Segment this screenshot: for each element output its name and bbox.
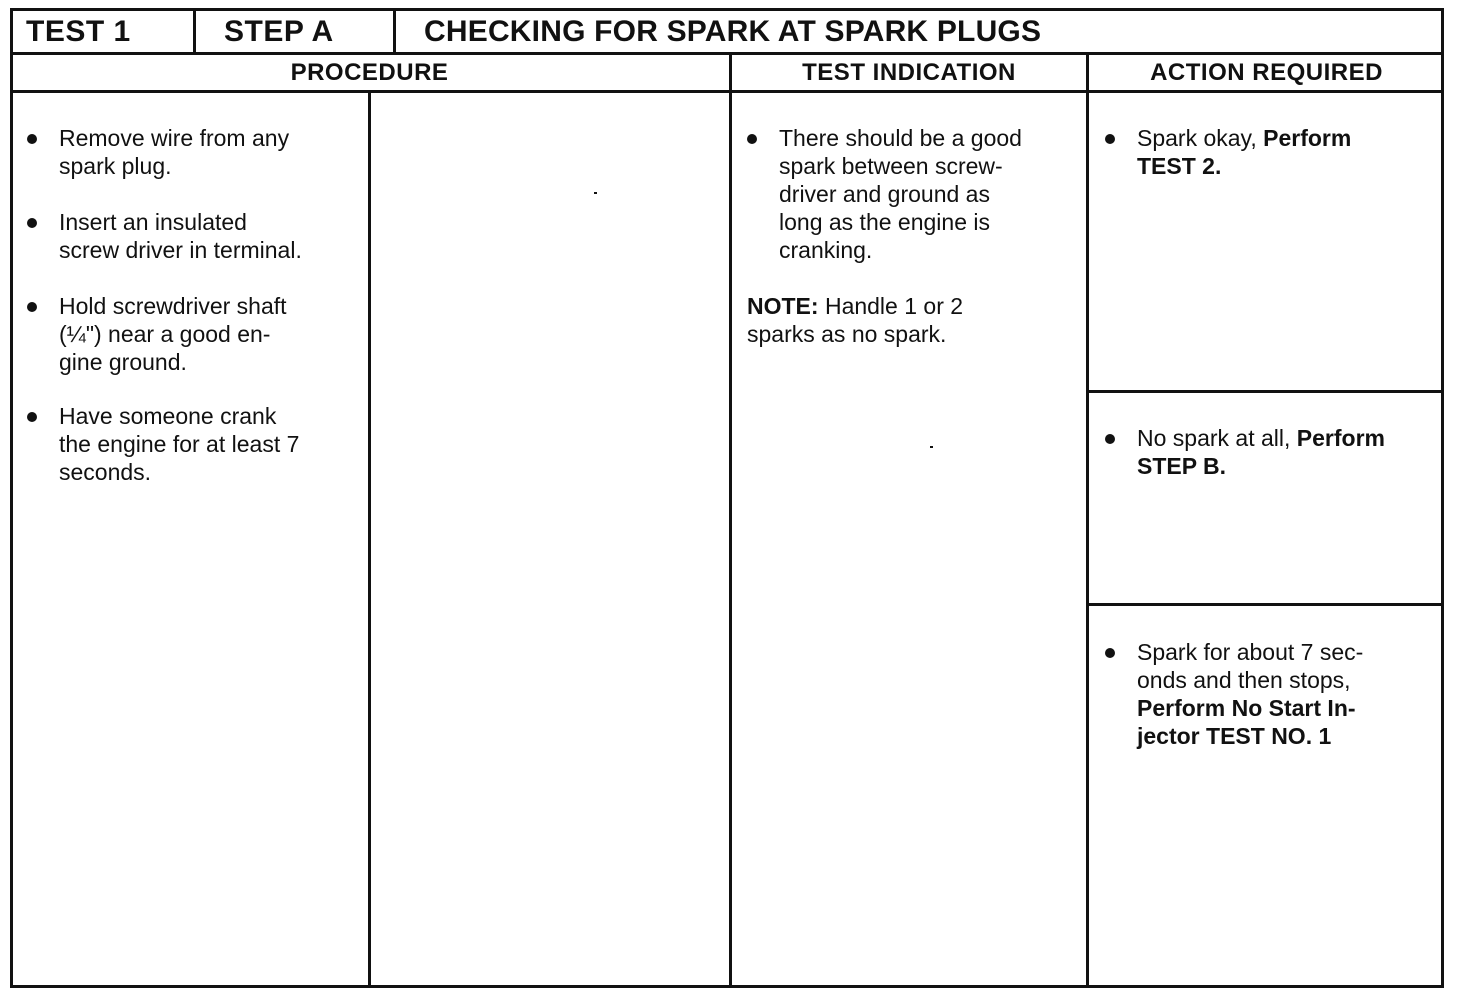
bullet-icon: [27, 218, 37, 228]
bullet-icon: [27, 302, 37, 312]
scan-speck: [594, 192, 597, 194]
indication-note: [747, 292, 963, 348]
procedure-inner-divider: [368, 90, 371, 988]
bullet-icon: [1105, 134, 1115, 144]
step-label: STEP A: [224, 15, 334, 48]
column-divider-procedure: [729, 52, 732, 988]
bullet-icon: [747, 134, 757, 144]
note-text-1: Handle 1 or 2: [818, 293, 964, 319]
bullet-icon: [27, 412, 37, 422]
bullet-icon: [27, 134, 37, 144]
scan-speck: [930, 446, 933, 448]
action-divider-2: [1086, 603, 1444, 606]
column-divider-indication: [1086, 52, 1089, 988]
header-divider-2: [393, 8, 396, 54]
action-divider-1: [1086, 390, 1444, 393]
test-indication-heading: TEST INDICATION: [802, 59, 1016, 86]
procedure-heading: PROCEDURE: [290, 59, 449, 86]
column-header-bottom-rule: [10, 90, 1444, 93]
test-number: TEST 1: [26, 15, 131, 48]
test-title: CHECKING FOR SPARK AT SPARK PLUGS: [424, 15, 1042, 48]
action-required-heading: ACTION REQUIRED: [1150, 59, 1383, 86]
note-label: NOTE:: [747, 293, 819, 319]
header-bottom-rule: [10, 52, 1444, 55]
note-text-2: sparks as no spark.: [747, 321, 947, 347]
bullet-icon: [1105, 648, 1115, 658]
header-divider-1: [193, 8, 196, 54]
bullet-icon: [1105, 434, 1115, 444]
